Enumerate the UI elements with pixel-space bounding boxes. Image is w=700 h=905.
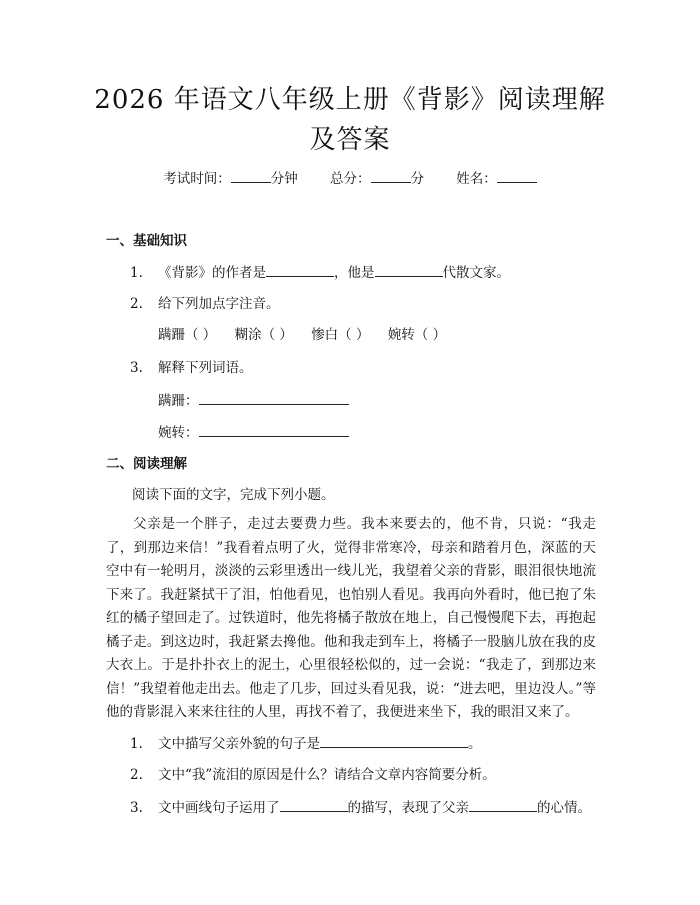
reading-passage: 父亲是一个胖子，走过去要费力些。我本来要去的，他不肯，只说：“我走了，到那边来信！”我看着点明了火，觉得非常寒冷，母亲和踏着月色，深蓝的天空中有一轮明月，淡淡的云彩里透出一线儿光，我望着父亲的背影，眼泪很快地流下来了。我赶紧拭干了泪，怕他看见，也怕别人看见。我再向外看时，他已抱了朱红的橘子望回走了。过铁道时，他先将橘子散放在地上，自己慢慢爬下去，再抱起橘子走。到这边时，我赶紧去搀他。他和我走到车上，将橘子一股脑儿放在我的皮大衣上。于是扑扑衣上的泥土，心里很轻松似的，过一会说：“我走了，到那边来信！”我望着他走出去。他走了几步，回过头看见我，说：“进去吧，里边没人。”等他的背影混入来来往往的人里，再找不着了，我便进来坐下，我的眼泪又来了。 (106, 516, 596, 720)
total-score-blank[interactable] (371, 168, 411, 183)
total-score-field (330, 168, 424, 189)
question-text-part: 。 (468, 736, 482, 752)
definition-term: 婉转： (158, 425, 199, 441)
reading-question-2 (130, 765, 496, 785)
question-text: 文中“我”流泪的原因是什么？请结合文章内容简要分析。 (158, 767, 496, 783)
question-text-part: 文中描写父亲外貌的句子是 (158, 736, 320, 752)
answer-blank-feeling[interactable] (469, 797, 537, 812)
section-heading-basic-knowledge: 一、基础知识 (106, 233, 187, 249)
document-title: 2026 年语文八年级上册《背影》阅读理解及答案 (94, 85, 606, 155)
exam-time-field (163, 168, 298, 189)
question-number: 3. (130, 360, 143, 376)
answer-blank-era[interactable] (375, 262, 443, 277)
total-score-label: 总分： (330, 171, 371, 187)
question-number: 1. (130, 736, 143, 752)
exam-info-row (0, 168, 700, 189)
basic-question-1 (130, 262, 510, 283)
definition-blank[interactable] (199, 390, 349, 405)
student-name-blank[interactable] (497, 168, 537, 183)
answer-blank-appearance[interactable] (320, 733, 468, 748)
answer-blank-author[interactable] (266, 262, 334, 277)
student-name-field (456, 168, 537, 189)
pinyin-item[interactable]: 惨白（ ） (311, 327, 370, 343)
exam-time-blank[interactable] (231, 168, 271, 183)
question-text: 解释下列词语。 (158, 360, 253, 376)
question-text-part: ，他是 (334, 265, 375, 281)
pinyin-item[interactable]: 蹒跚（ ） (158, 327, 217, 343)
pinyin-item[interactable]: 糊涂（ ） (234, 327, 293, 343)
question-text-part: 代散文家。 (442, 265, 510, 281)
definition-term: 蹒跚： (158, 393, 199, 409)
question-number: 2. (130, 767, 143, 783)
basic-question-2 (130, 294, 280, 314)
answer-blank-description[interactable] (280, 797, 348, 812)
question-number: 3. (130, 800, 143, 816)
pinyin-items-row (158, 325, 446, 345)
question-text-part: 的心情。 (537, 800, 591, 816)
definition-item-1 (158, 390, 349, 411)
exam-time-unit: 分钟 (270, 171, 298, 187)
question-text-part: 《背影》的作者是 (158, 265, 266, 281)
question-number: 2. (130, 296, 143, 312)
reading-question-1 (130, 733, 482, 754)
question-text-part: 的描写，表现了父亲 (347, 800, 469, 816)
question-number: 1. (130, 265, 143, 281)
pinyin-item[interactable]: 婉转（ ） (387, 327, 447, 343)
question-text: 给下列加点字注音。 (158, 296, 280, 312)
student-name-label: 姓名： (456, 171, 497, 187)
basic-question-3 (130, 358, 253, 378)
section-heading-reading: 二、阅读理解 (106, 456, 187, 472)
exam-time-label: 考试时间： (163, 171, 231, 187)
definition-blank[interactable] (199, 422, 349, 437)
definition-item-2 (158, 422, 349, 443)
total-score-unit: 分 (410, 171, 424, 187)
reading-question-3 (130, 797, 591, 818)
question-text-part: 文中画线句子运用了 (158, 800, 280, 816)
reading-instructions: 阅读下面的文字，完成下列小题。 (132, 487, 335, 503)
